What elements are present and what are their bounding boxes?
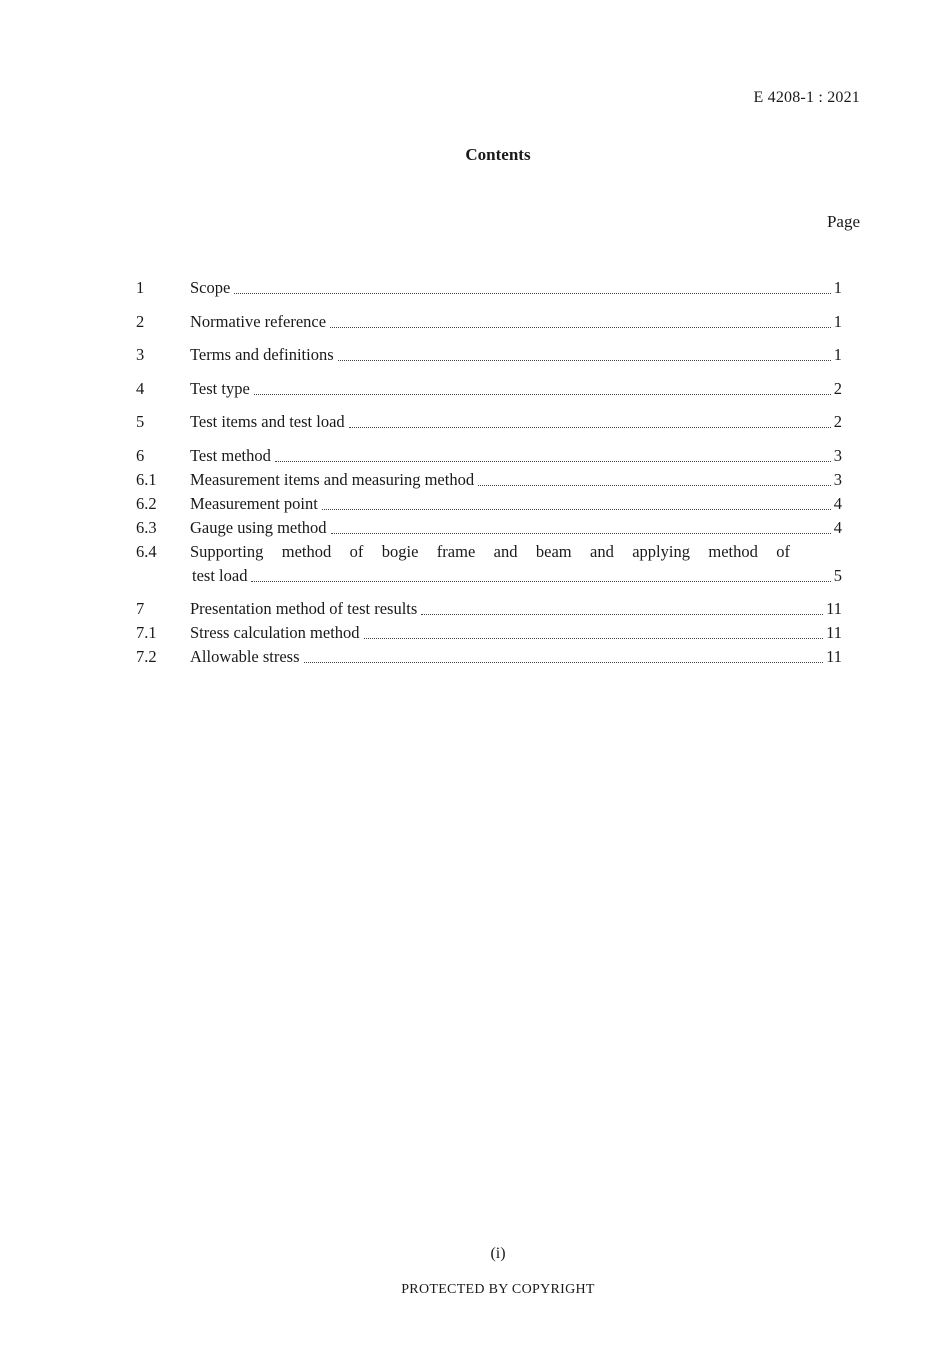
toc-entry-page: 3 — [833, 469, 842, 489]
toc-entry-title: Supporting method of bogie frame and beam and applying method of — [190, 541, 790, 561]
toc-entry-page: 2 — [833, 412, 842, 431]
dot-leader — [349, 427, 831, 428]
page-column-label: Page — [826, 212, 860, 231]
toc-entry-title: Normative reference — [190, 311, 327, 331]
toc-entry-4[interactable] — [136, 377, 842, 401]
dot-leader — [364, 638, 824, 639]
toc-entry-number: 6.1 — [136, 469, 157, 489]
toc-entry-3[interactable] — [136, 343, 842, 367]
document-id: E 4208-1 : 2021 — [753, 89, 860, 106]
toc-entry-title: Test method — [190, 445, 271, 465]
toc-entry-number: 6.4 — [136, 541, 157, 561]
toc-entry-6-2[interactable] — [136, 492, 842, 516]
toc-entry-number: 6 — [136, 445, 145, 465]
dot-leader — [322, 509, 831, 510]
toc-entry-page: 11 — [826, 647, 842, 666]
toc-entry-page: 1 — [833, 278, 842, 297]
toc-entry-title: Measurement point — [190, 493, 318, 513]
toc-entry-page: 2 — [833, 378, 842, 398]
toc-entry-7[interactable] — [136, 597, 842, 621]
toc-entry-page: 5 — [833, 565, 842, 585]
dot-leader — [251, 581, 830, 582]
toc-entry-title: Scope — [190, 278, 231, 297]
toc-entry-number: 7.2 — [136, 647, 157, 666]
toc-entry-number: 6.2 — [136, 493, 157, 513]
copyright-notice: PROTECTED BY COPYRIGHT — [401, 1282, 595, 1297]
dot-leader — [421, 614, 823, 615]
toc-entry-title: Stress calculation method — [190, 623, 360, 642]
dot-leader — [234, 293, 830, 294]
toc-entry-title: Allowable stress — [190, 647, 300, 666]
toc-entry-number: 3 — [136, 345, 145, 364]
toc-entry-6-4-continued[interactable] — [136, 564, 842, 588]
toc-entry-title: Terms and definitions — [190, 345, 334, 364]
toc-entry-1[interactable] — [136, 276, 842, 300]
toc-entry-page: 4 — [833, 517, 842, 537]
toc-entry-6-4[interactable] — [136, 540, 842, 564]
toc-entry-title: Gauge using method — [190, 517, 327, 537]
table-of-contents — [136, 276, 842, 669]
toc-entry-page: 1 — [833, 311, 842, 331]
toc-entry-7-2[interactable] — [136, 645, 842, 669]
toc-entry-title: Test type — [190, 378, 250, 398]
contents-heading: Contents — [465, 145, 531, 164]
toc-entry-6-1[interactable] — [136, 468, 842, 492]
toc-entry-title-continued: test load — [192, 565, 248, 585]
toc-entry-title: Measurement items and measuring method — [190, 469, 475, 489]
toc-entry-number: 1 — [136, 278, 145, 297]
toc-entry-page: 4 — [833, 493, 842, 513]
toc-entry-5[interactable] — [136, 410, 842, 434]
dot-leader — [478, 485, 831, 486]
toc-entry-page: 11 — [826, 599, 842, 618]
dot-leader — [304, 662, 824, 663]
toc-entry-title: Test items and test load — [190, 412, 345, 431]
dot-leader — [330, 327, 831, 328]
dot-leader — [338, 360, 831, 361]
footer-page-number: (i) — [490, 1245, 506, 1262]
toc-entry-number: 4 — [136, 378, 145, 398]
toc-entry-number: 7.1 — [136, 623, 157, 642]
toc-entry-number: 5 — [136, 412, 145, 431]
toc-entry-2[interactable] — [136, 310, 842, 334]
dot-leader — [254, 394, 831, 395]
toc-entry-6[interactable] — [136, 444, 842, 468]
toc-entry-number: 6.3 — [136, 517, 157, 537]
toc-entry-page: 11 — [826, 623, 842, 642]
toc-entry-6-3[interactable] — [136, 516, 842, 540]
dot-leader — [331, 533, 831, 534]
toc-entry-7-1[interactable] — [136, 621, 842, 645]
toc-entry-page: 1 — [833, 345, 842, 364]
toc-entry-title: Presentation method of test results — [190, 599, 418, 618]
dot-leader — [275, 461, 831, 462]
toc-entry-number: 2 — [136, 311, 145, 331]
toc-entry-number: 7 — [136, 599, 145, 618]
toc-entry-page: 3 — [833, 445, 842, 465]
